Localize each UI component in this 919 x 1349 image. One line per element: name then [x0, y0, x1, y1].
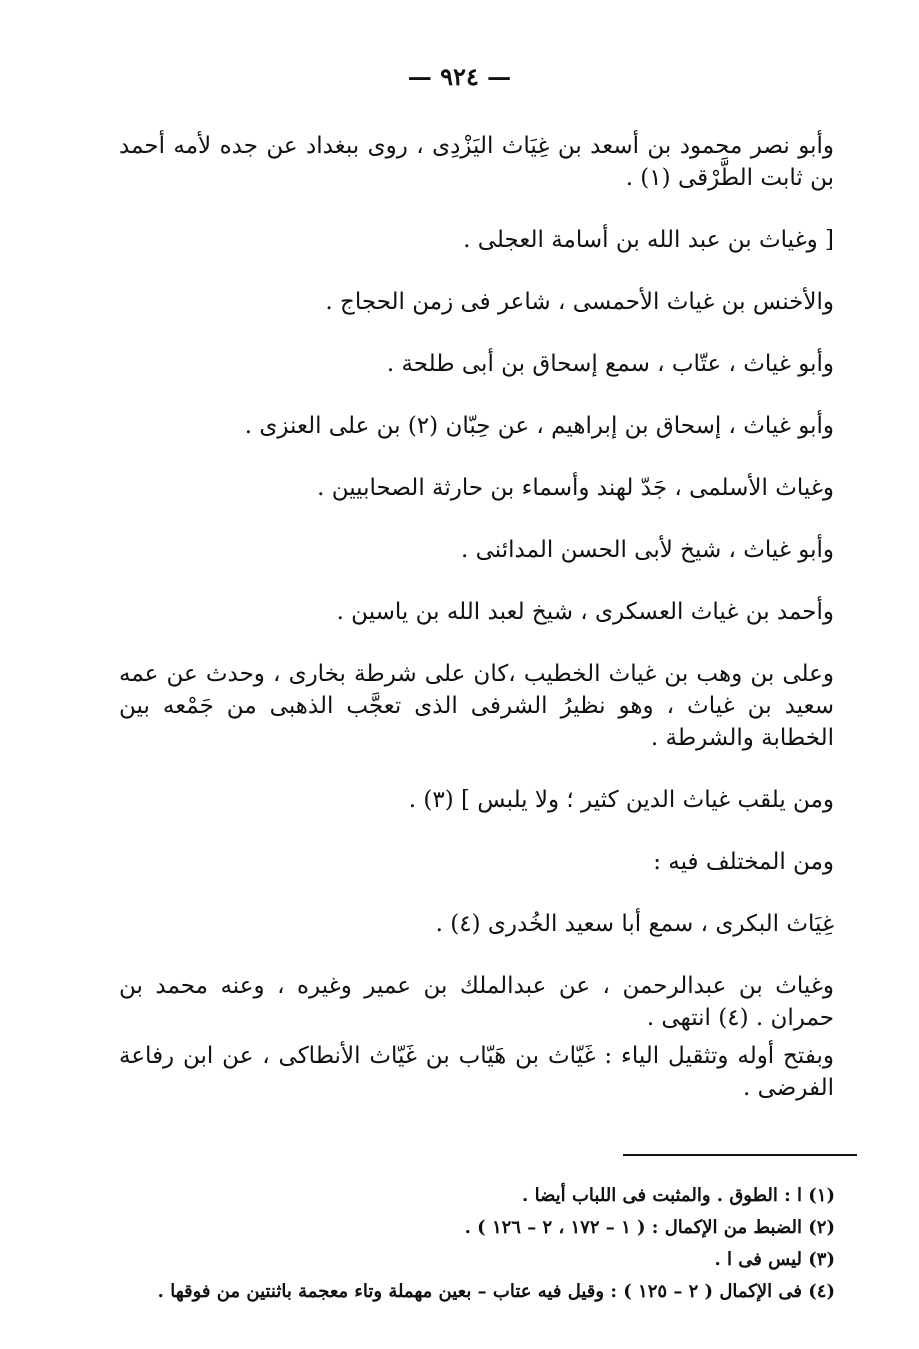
footnote-divider [623, 1154, 857, 1156]
body-text [119, 130, 834, 1134]
paragraph-6: وغياث الأسلمى ، جَدّ لهند وأسماء بن حارثة الصحابيين . [317, 475, 834, 501]
page-number: — ٩٢٤ — [407, 62, 512, 91]
paragraph-9: وعلى بن وهب بن غياث الخطيب ،كان على شرطة بخارى ، وحدث عن عمه سعيد بن غياث ، وهو نظيرُ الشرفى الذى تعجَّب الذهبى من جَمْعه بين الخطابة والشرطة . [119, 661, 834, 751]
footnote-1: (١) ا : الطوق . والمثبت فى اللباب أيضا . [522, 1185, 835, 1206]
paragraph-3: والأخنس بن غياث الأحمسى ، شاعر فى زمن الحجاج . [325, 289, 834, 315]
paragraph-14: وبفتح أوله وتثقيل الياء : غَيّاث بن هَيّاب بن غَيّاث الأنطاكى ، عن ابن رفاعة الفرضى . [119, 1043, 834, 1101]
paragraph-1: وأبو نصر محمود بن أسعد بن غِيَاث اليَزْدِى ، روى ببغداد عن جده لأمه أحمد بن ثابت الطَّرْقى (١) . [119, 133, 834, 191]
paragraph-4: وأبو غياث ، عتّاب ، سمع إسحاق بن أبى طلحة . [386, 351, 834, 377]
footnotes [135, 1182, 835, 1310]
footnote-3: (٣) ليس فى ا . [714, 1249, 835, 1270]
paragraph-13: وغياث بن عبدالرحمن ، عن عبدالملك بن عمير وغيره ، وعنه محمد بن حمران . (٤) انتهى . [119, 973, 834, 1031]
paragraph-2: [ وغياث بن عبد الله بن أسامة العجلى . [463, 227, 834, 253]
footnote-2: (٢) الضبط من الإكمال : ( ١ – ١٧٢ ، ٢ – ١٢٦ ) . [464, 1217, 835, 1238]
footnote-4: (٤) فى الإكمال ( ٢ – ١٢٥ ) : وقيل فيه عتاب – بعين مهملة وتاء معجمة باثنتين من فوقها . [157, 1281, 835, 1302]
paragraph-7: وأبو غياث ، شيخ لأبى الحسن المدائنى . [460, 537, 834, 563]
paragraph-11: ومن المختلف فيه : [653, 849, 834, 875]
paragraph-10: ومن يلقب غياث الدين كثير ؛ ولا يلبس ] (٣) . [408, 787, 834, 813]
paragraph-8: وأحمد بن غياث العسكرى ، شيخ لعبد الله بن ياسين . [336, 599, 834, 625]
paragraph-12: غِيَاث البكرى ، سمع أبا سعيد الخُدرى (٤) . [435, 911, 834, 937]
paragraph-5: وأبو غياث ، إسحاق بن إبراهيم ، عن حِبّان (٢) بن على العنزى . [244, 413, 834, 439]
